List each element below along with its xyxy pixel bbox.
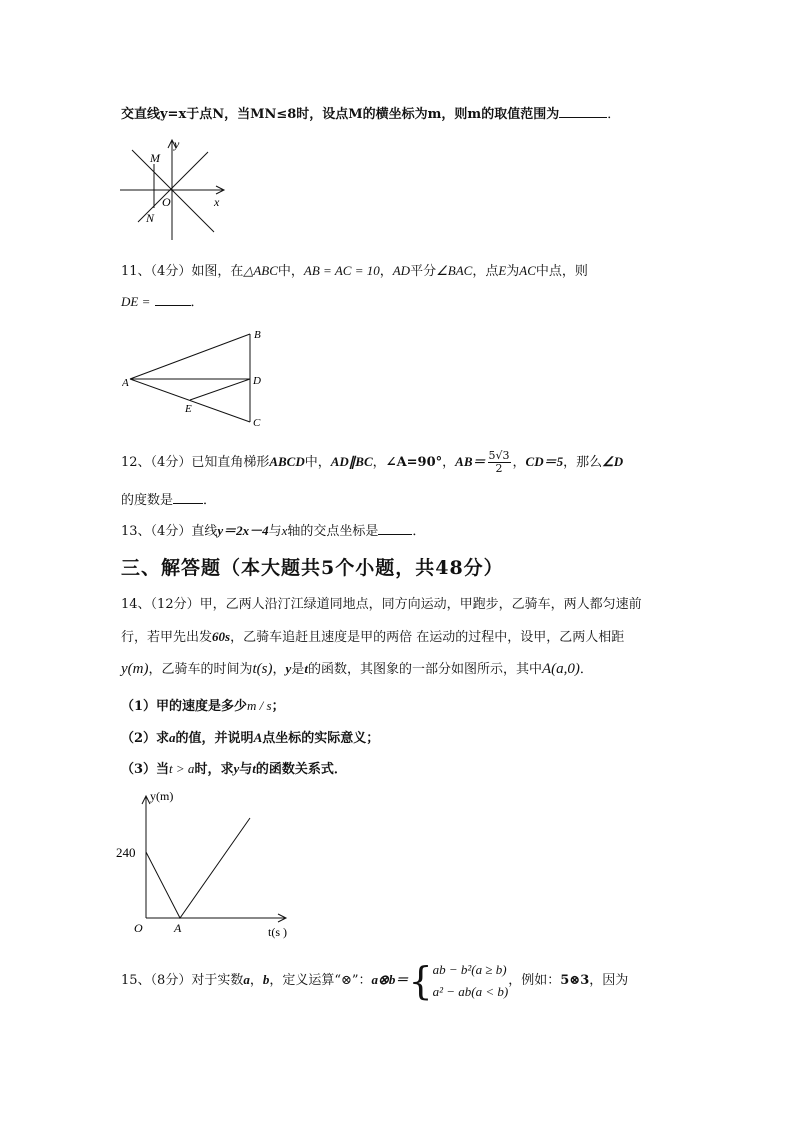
q11-answer-blank	[155, 292, 191, 306]
q15-brace: {	[408, 958, 433, 1003]
q11-label-e: E	[185, 403, 192, 415]
q10-figure	[116, 134, 228, 242]
q10-text: 交直线y=x于点N，当MN≤8时，设点M的横坐标为m，则m的取值范围为	[121, 107, 560, 122]
q14-sub1: （1）甲的速度是多少m / s；	[121, 698, 285, 714]
q15-cases: ab − b²(a ≥ b) a² − ab(a < b)	[432, 961, 509, 999]
q12-line2: 的度数是 ．	[121, 490, 216, 510]
q11-figure	[122, 326, 272, 430]
q14-sub2: （2）求a的值，并说明A点坐标的实际意义；	[121, 730, 380, 746]
q14-sub3: （3）当t > a时，求y与t的函数关系式．	[121, 761, 347, 777]
q10-answer-blank	[559, 104, 607, 118]
q15-line: 15、（8分）对于实数a，b，定义运算“⊗”：a⊗b＝{ ab − b²(a ≥ b) a² − ab(a < b) ，例如：5⊗3，因为	[121, 958, 629, 1003]
q14-graph-origin: O	[134, 921, 143, 935]
q12-fraction: $\frac{5√3}{2}$	[488, 449, 510, 475]
q14-graph-xlabel: t(s )	[268, 925, 287, 939]
q14-graph-point-a: A	[174, 921, 182, 935]
q11-label-d: D	[253, 375, 261, 387]
q13-line: 13、（4分）直线y＝2x－4与x轴的交点坐标是 ．	[121, 523, 426, 539]
q14-graph	[112, 786, 312, 942]
q10-label-n: N	[146, 211, 155, 225]
q13-answer-blank	[378, 521, 412, 535]
q14-graph-ylabel: y(m)	[150, 789, 174, 803]
q10-label-o: O	[162, 195, 171, 209]
q12-line1: 12、（4分）已知直角梯形ABCD中，AD∥BC，∠A=90°，AB＝ $\frac{5√3}{2}$ ，CD＝5，那么∠D	[121, 449, 624, 475]
q10-line: 交直线y=x于点N，当MN≤8时，设点M的横坐标为m，则m的取值范围为 ．	[121, 104, 620, 124]
q14-line1: 14、（12分）甲，乙两人沿汀江绿道同地点，同方向运动，甲跑步，乙骑车，两人都匀速前	[121, 597, 642, 612]
q12-answer-blank	[173, 490, 203, 504]
q11-label-a: A	[122, 377, 129, 389]
q11-label-c: C	[253, 417, 261, 429]
q11-label-b: B	[254, 329, 261, 341]
section-heading: 三、解答题（本大题共5个小题，共48分）	[121, 557, 504, 579]
q10-label-x: x	[214, 195, 220, 209]
q11-line1: 11、（4分）如图，在△ABC中，AB = AC = 10，AD平分∠BAC，点E为AC中点，则	[121, 263, 588, 279]
q11-line2: DE = ．	[121, 294, 204, 310]
q10-label-y: y	[174, 137, 180, 151]
q14-line2: 行，若甲先出发60s，乙骑车追赶且速度是甲的两倍 在运动的过程中，设甲，乙两人相距	[121, 629, 625, 645]
q14-graph-y0: 240	[116, 845, 136, 860]
q10-label-m: M	[150, 151, 160, 165]
q14-line3: y(m)，乙骑车的时间为t(s)，y是t的函数，其图象的一部分如图所示，其中A(a,0)．	[121, 661, 593, 677]
